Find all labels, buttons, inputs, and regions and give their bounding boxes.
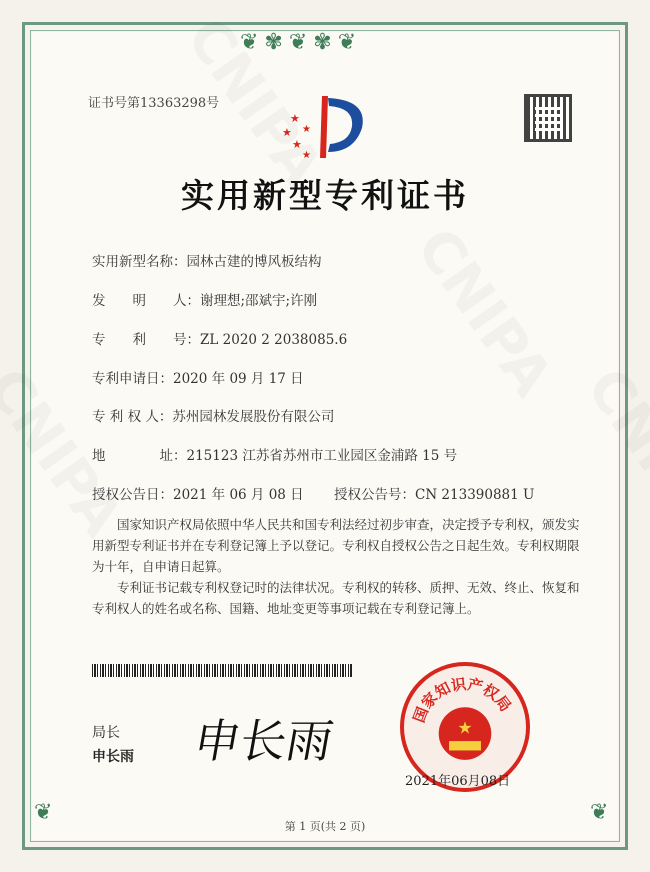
paragraph: 国家知识产权局依照中华人民共和国专利法经过初步审查，决定授予专利权，颁发实用新型专利证书并在专利登记簿上予以登记。专利权自授权公告之日起生效。专利权期限为十年，自申请日起算。 [92, 517, 580, 574]
svg-text:★: ★ [302, 124, 311, 135]
svg-text:★: ★ [457, 717, 473, 738]
seal-date: 2021年06月08日 [405, 774, 511, 789]
corner-ornament-br: ❦ [590, 800, 609, 825]
svg-text:国家知识产权局: 国家知识产权局 [409, 674, 515, 726]
field-row: 专利申请日：2020 年 09 月 17 日 [92, 371, 304, 387]
qr-code [524, 94, 572, 142]
certificate-title: 实用新型专利证书 [181, 176, 469, 215]
announcement-number-row: 授权公告号：CN 213390881 U [334, 487, 535, 503]
svg-text:★: ★ [282, 126, 292, 139]
paragraph: 专利证书记载专利权登记时的法律状况。专利权的转移、质押、无效、终止、恢复和专利权人的姓名或名称、国籍、地址变更等事项记载在专利登记簿上。 [92, 580, 580, 616]
field-row: 发 明 人：谢理想;邵斌宇;许刚 [92, 293, 318, 309]
field-row: 专 利 号：ZL 2020 2 2038085.6 [92, 332, 348, 348]
svg-text:★: ★ [292, 138, 302, 151]
field-row: 地 址：215123 江苏省苏州市工业园区金浦路 15 号 [92, 448, 458, 464]
director-signature: 申长雨 [189, 714, 338, 768]
cnipa-logo [282, 92, 372, 164]
field-row: 授权公告日：2021 年 06 月 08 日 [92, 487, 304, 503]
barcode [92, 664, 352, 677]
director-name: 申长雨 [92, 749, 134, 765]
svg-text:★: ★ [290, 112, 300, 125]
top-ornament: ❦✾❦✾❦ [240, 30, 363, 55]
field-row: 专 利 权 人：苏州园林发展股份有限公司 [92, 409, 335, 425]
corner-ornament-bl: ❦ [34, 800, 53, 825]
svg-text:★: ★ [302, 150, 311, 161]
field-row: 实用新型名称：园林古建的博风板结构 [92, 254, 322, 270]
certificate-number: 证书号第13363298号 [88, 96, 220, 111]
page-footer: 第 1 页(共 2 页) [284, 820, 366, 833]
director-title: 局长 [92, 725, 120, 741]
